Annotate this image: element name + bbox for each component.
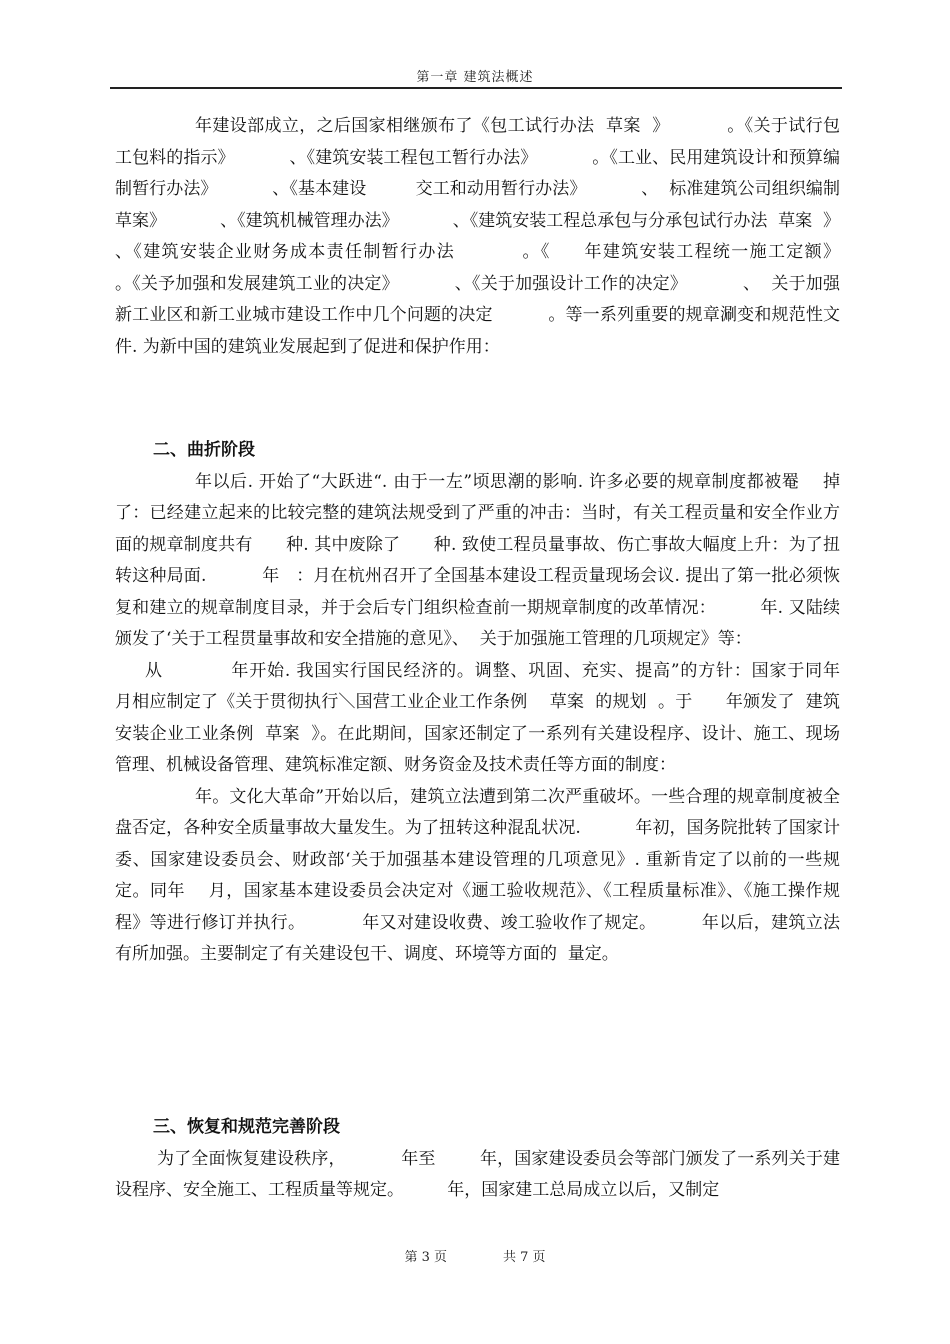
section-3-block: [115, 1112, 840, 1207]
section-2-heading: 二、曲折阶段: [153, 440, 255, 460]
section-3-paragraph: 为了全面恢复建设秩序， 年至 年，国家建设委员会等部门颁发了一系列关于建设程序、安全施工、工程质量等规定。 年，国家建工总局成立以后，又制定: [115, 1148, 840, 1200]
section-2-paragraph-2: 从 年开始. 我国实行国民经济的。调整、巩固、充实、提高”的方针：国家于同年 月相应制定了《关于贯彻执行＼国营工业企业工作条例 草案 的规划 。于 年颁发了 建筑安装企业工业条例 草案 》。在此期间，国家还制定了一系列有关建设程序、设计、施工、现场管理、机械设备管理、建筑标准定额、财务资金及技术责任等方面的制度：: [115, 660, 873, 775]
page-footer: [0, 1246, 950, 1265]
section-1-paragraph: 年建设部成立，之后国家相继颁布了《包工试行办法 草案 》 。《关于试行包工包料的指示》 、《建筑安装工程包工暂行办法》 。《工业、民用建筑设计和预算编制暂行办法》 、《基本建设 交工和动用暂行办法》 、 标准建筑公司组织编制草案》 、《建筑机械管理办法》 、《建筑安装工程总承包与分承包试行办法 草案 》 、《建筑安装企业财务成本责任制暂行办法 。《 年建筑安装工程统一施工定额》 。《关予加强和发展建筑工业的决定》 、《关于加强设计工作的决定》 、 关于加强新工业区和新工业城市建设工作中几个问题的决定 。等一系列重要的规章涮变和规范性文件. 为新中国的建筑业发展起到了促进和保护作用：: [115, 116, 895, 357]
section-2-paragraph-1: 年以后. 开始了“大跃进“. 由于一左”顷思潮的影响. 许多必要的规章制度都被罨 掉了：已经建立起来的比较完整的建筑法规受到了严重的冲击：当时，有关工程贡量和安全作业方面的规章制度共有 种. 其中废除了 种. 致使工程员量事故、伤亡事故大幅度上升：为了扭转这种局面. 年 ：月在杭州召开了全国基本建设工程贡量现场会议. 提出了第一批必须恢复和建立的规章制度目录，并于会后专门组织检查前一期规章制度的改革情况： 年. 又陆续颁发了‘关于工程贯量事故和安全措施的意见》、 关于加强施工管理的几项规定》等：: [115, 471, 840, 649]
section-1-block: [115, 111, 895, 363]
section-3-heading: 三、恢复和规范完善阶段: [153, 1117, 340, 1137]
section-2-paragraph-3: 年。文化大革命”开始以后，建筑立法遭到第二次严重破坏。一些合理的规章制度被全盘否定，各种安全质量事故大量发生。为了扭转这种混乱状况. 年初，国务院批转了国家计委、国家建设委员会、财政部‘关于加强基本建设管理的几项意见》. 重新肯定了以前的一些规定。同年 月，国家基本建设委员会决定对《逦工验收规范》、《工程质量标准》、《施工操作规程》等进行修订并执行。 年又对建设收费、竣工验收作了规定。 年以后，建筑立法有所加强。主要制定了有关建设包干、调度、环境等方面的 量定。: [115, 786, 840, 964]
running-header: 第一章 建筑法概述: [416, 70, 534, 85]
page-total: 共 7 页: [503, 1250, 546, 1265]
section-2-block: [115, 435, 873, 971]
header-rule: [110, 87, 842, 89]
page-number: 第 3 页: [404, 1250, 447, 1265]
